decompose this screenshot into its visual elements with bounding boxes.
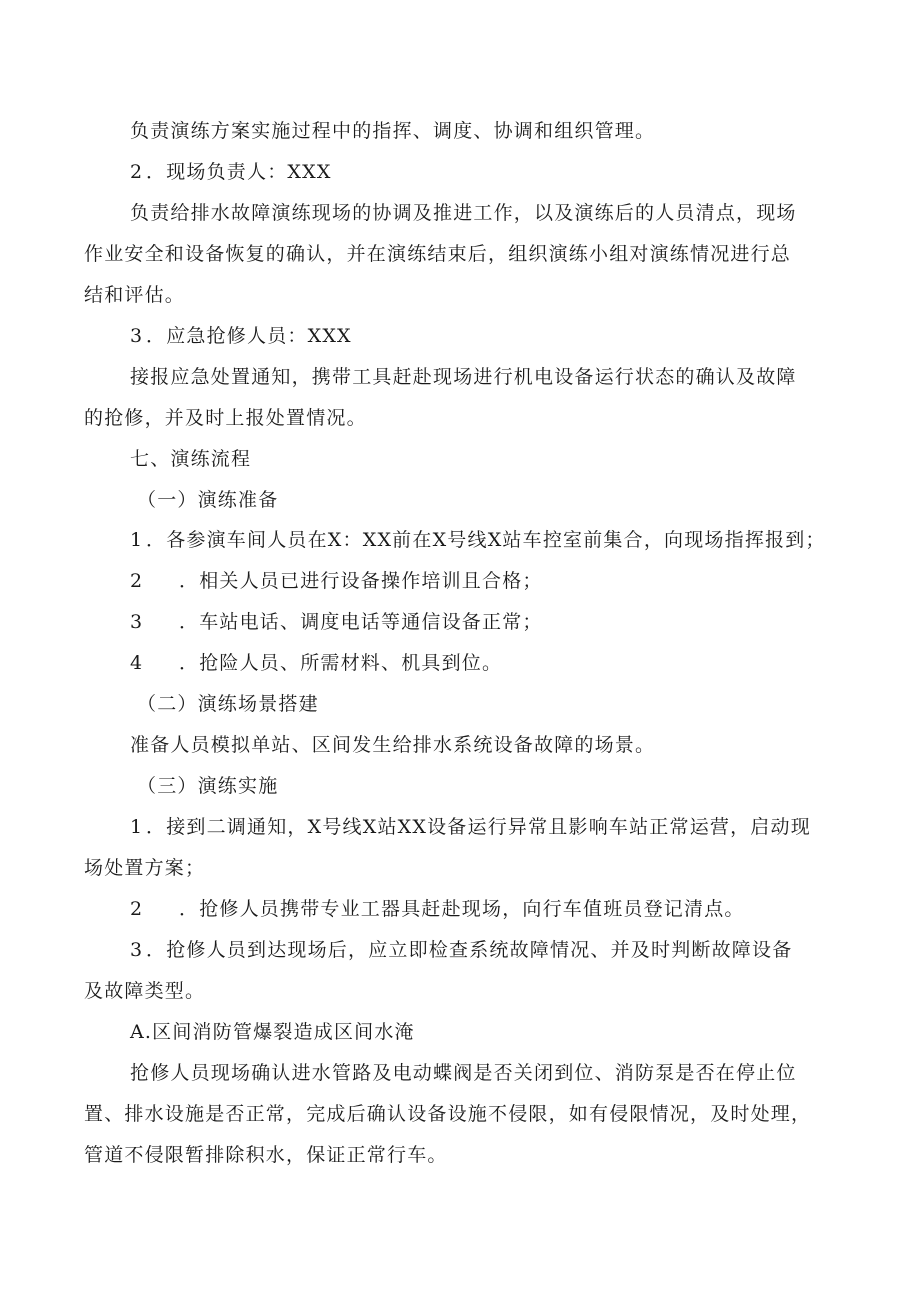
list-item (130, 652, 502, 674)
paragraph-line: 负责演练方案实施过程中的指挥、调度、协调和组织管理。 (130, 120, 656, 142)
list-item (130, 570, 543, 592)
list-number: 1 (130, 816, 144, 838)
paragraph-line: 场处置方案； (84, 857, 206, 879)
paragraph-line: 抢修人员现场确认进水管路及电动蝶阀是否关闭到位、消防泵是否在停止位 (130, 1062, 797, 1084)
list-number: 3 (130, 325, 144, 347)
list-item (130, 529, 826, 551)
numbered-heading (130, 325, 352, 347)
list-text: ．接到二调通知，X号线X站XX设备运行异常且影响车站正常运营，启动现 (146, 816, 811, 838)
paragraph-line: 接报应急处置通知，携带工具赶赴现场进行机电设备运行状态的确认及故障 (130, 366, 797, 388)
list-text: ．抢险人员、所需材料、机具到位。 (179, 652, 503, 674)
list-number: 2 (130, 161, 144, 183)
numbered-heading (130, 161, 332, 183)
list-number: 3 (130, 939, 144, 961)
list-text: ．车站电话、调度电话等通信设备正常； (179, 611, 543, 633)
list-number: 3 (130, 611, 144, 633)
paragraph-line: 作业安全和设备恢复的确认，并在演练结束后，组织演练小组对演练情况进行总 (84, 243, 792, 265)
list-text: ．相关人员已进行设备操作培训且合格； (179, 570, 543, 592)
paragraph-line: 准备人员模拟单站、区间发生给排水系统设备故障的场景。 (130, 734, 656, 756)
list-text: ．现场负责人：XXX (146, 161, 332, 183)
list-item (130, 898, 745, 920)
subsection-heading: （一）演练准备 (137, 489, 279, 511)
subsection-heading: （三）演练实施 (137, 775, 279, 797)
list-number: 1 (130, 529, 144, 551)
list-item (130, 939, 792, 961)
section-heading: 七、演练流程 (130, 448, 252, 470)
paragraph-line: 的抢修，并及时上报处置情况。 (84, 407, 367, 429)
list-number: 2 (130, 898, 144, 920)
list-text: ．应急抢修人员：XXX (146, 325, 352, 347)
paragraph-line: 负责给排水故障演练现场的协调及推进工作，以及演练后的人员清点，现场 (130, 202, 797, 224)
list-number: 4 (130, 652, 144, 674)
list-text: ．各参演车间人员在X：XX前在X号线X站车控室前集合，向现场指挥报到； (146, 529, 826, 551)
list-item (130, 611, 543, 633)
list-number: 2 (130, 570, 144, 592)
subsection-heading: （二）演练场景搭建 (137, 693, 319, 715)
paragraph-line: 管道不侵限暂排除积水，保证正常行车。 (84, 1144, 448, 1166)
paragraph-line: 结和评估。 (84, 284, 186, 306)
list-item (130, 816, 811, 838)
subheading: A.区间消防管爆裂造成区间水淹 (130, 1021, 415, 1043)
list-text: ．抢修人员到达现场后，应立即检查系统故障情况、并及时判断故障设备 (146, 939, 793, 961)
paragraph-line: 及故障类型。 (84, 980, 206, 1002)
paragraph-line: 置、排水设施是否正常，完成后确认设备设施不侵限，如有侵限情况，及时处理， (84, 1103, 812, 1125)
list-text: ．抢修人员携带专业工器具赶赴现场，向行车值班员登记清点。 (179, 898, 745, 920)
